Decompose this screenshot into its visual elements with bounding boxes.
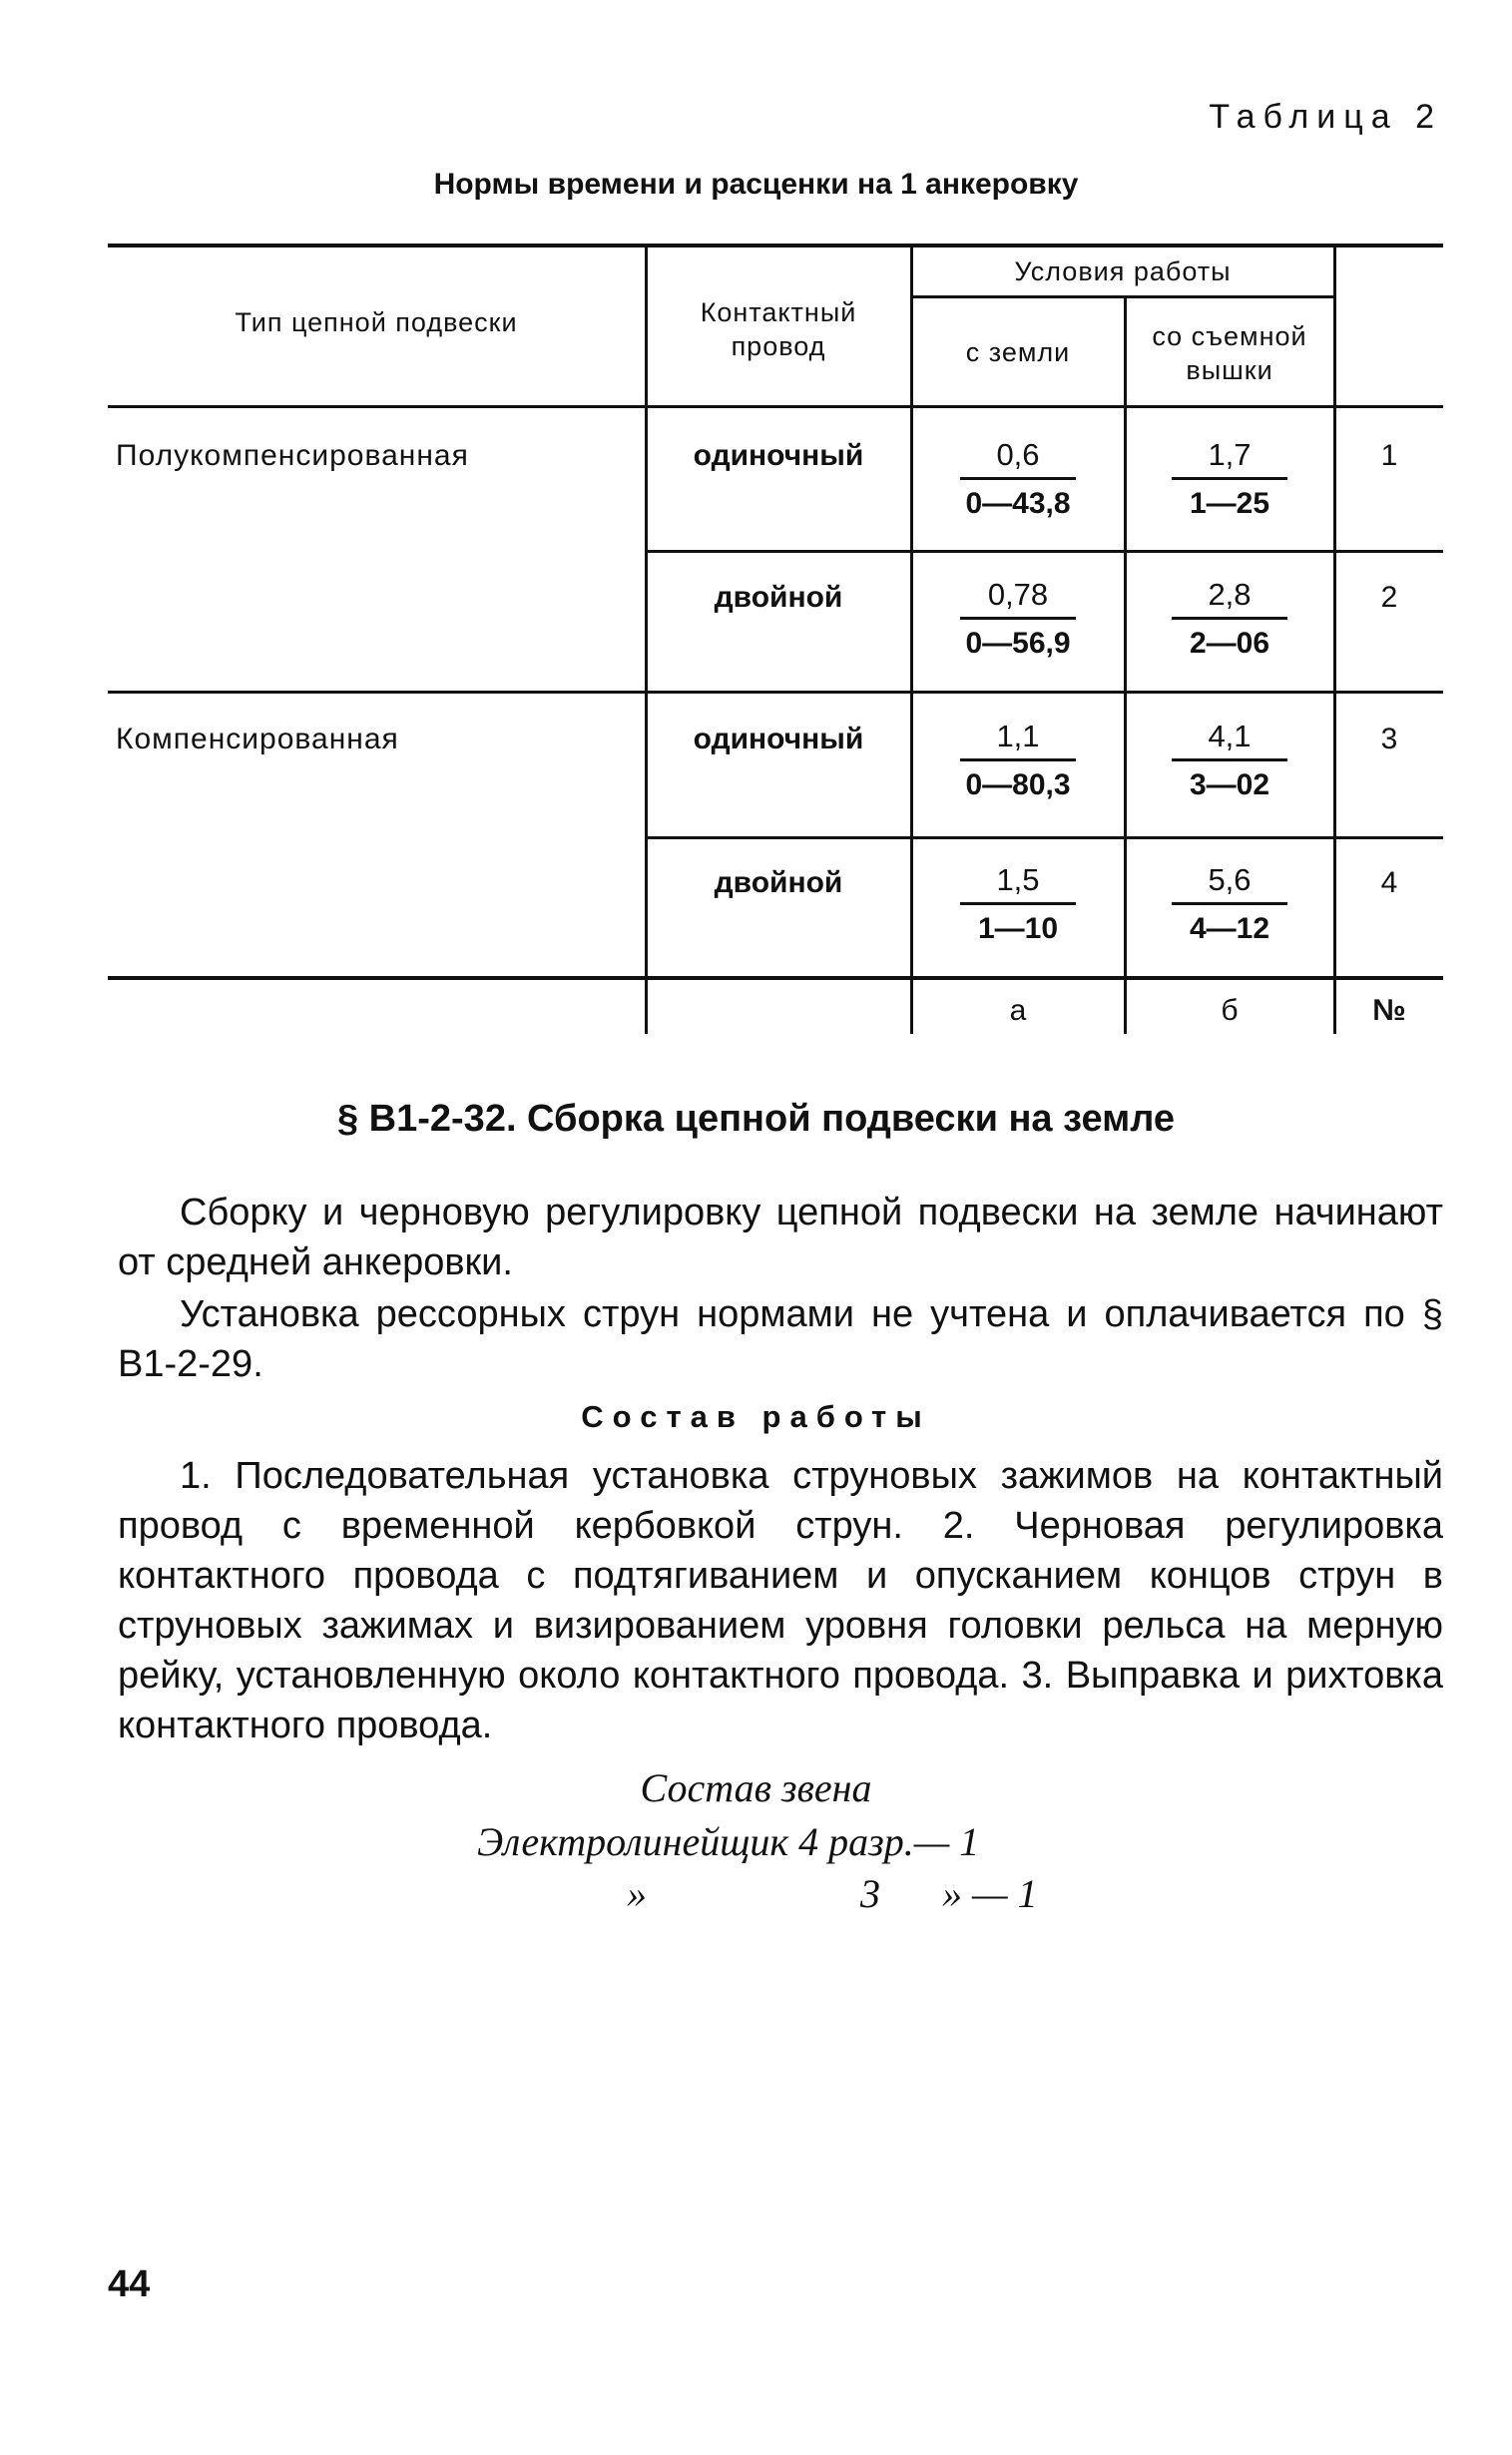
ground-value (948, 435, 1088, 524)
row-number: 2 (1380, 581, 1398, 614)
page-number: 44 (108, 2263, 151, 2305)
col-rule (1333, 244, 1336, 1034)
rate-value: 3—02 (1189, 768, 1270, 801)
footer-col-no: № (1372, 994, 1406, 1027)
row-wire: двойной (714, 866, 843, 899)
rate-value: 0—56,9 (965, 627, 1071, 660)
rate-value: 4—12 (1189, 912, 1270, 945)
header-tower-line2: вышки (1186, 355, 1273, 385)
row-rule (108, 691, 1443, 694)
norm-value: 0,78 (987, 577, 1049, 612)
norm-value: 1,7 (1208, 437, 1252, 472)
header-tower (1126, 319, 1333, 387)
table-top-rule (108, 244, 1443, 247)
norm-value: 1,5 (996, 862, 1040, 897)
rate-value: 0—43,8 (965, 487, 1071, 520)
header-tower-line1: со съемной (1152, 321, 1307, 351)
paragraph-assembly: Сборку и черновую регулировку цепной подвески на земле начинают от средней анкеровки. (118, 1192, 1443, 1283)
row-wire: двойной (714, 581, 843, 614)
header-type: Тип цепной подвески (235, 307, 518, 337)
norm-value: 0,6 (996, 437, 1040, 472)
header-wire-line2: провод (731, 331, 826, 361)
rate-value: 2—06 (1189, 627, 1270, 660)
row-number: 1 (1380, 439, 1398, 472)
crew-line-4: Электролинейщик 4 разр.— 1 (477, 1819, 980, 1864)
row-rule (647, 836, 1443, 839)
header-conditions: Условия работы (1014, 256, 1232, 286)
norm-value: 4,1 (1208, 719, 1252, 753)
paragraph-spring-strings: Установка рессорных струн нормами не учтена и оплачивается по § В1-2-29. (118, 1293, 1443, 1385)
ground-value (948, 717, 1088, 805)
table-title: Нормы времени и расценки на 1 анкеровку (433, 168, 1079, 201)
rate-value: 0—80,3 (965, 768, 1071, 801)
section-heading: § В1-2-32. Сборка цепной подвески на земле (336, 1098, 1176, 1140)
rate-value: 1—10 (977, 912, 1059, 945)
header-ground: с земли (965, 337, 1071, 367)
row-wire: одиночный (693, 439, 864, 472)
row-number: 4 (1380, 866, 1398, 899)
header-wire-line1: Контактный (700, 297, 857, 327)
table-number: Таблица 2 (1209, 98, 1442, 136)
ground-value (948, 575, 1088, 664)
tower-value (1160, 575, 1299, 664)
table-bottom-rule (108, 976, 1443, 980)
tower-value (1160, 860, 1299, 949)
tower-value (1160, 435, 1299, 524)
norm-value: 5,6 (1208, 862, 1252, 897)
header-wire (647, 295, 910, 363)
norm-value: 1,1 (996, 719, 1040, 753)
row-number: 3 (1380, 723, 1398, 755)
row-type-compensated: Компенсированная (116, 723, 399, 755)
ground-value (948, 860, 1088, 949)
crew-line-3-count: » — 1 (942, 1871, 1038, 1916)
crew-ditto-mark: » (627, 1871, 647, 1916)
crew-title: Состав звена (640, 1765, 872, 1810)
rate-value: 1—25 (1189, 487, 1270, 520)
crew-grade-3: 3 (860, 1871, 880, 1916)
tower-value (1160, 717, 1299, 805)
norm-value: 2,8 (1208, 577, 1252, 612)
footer-col-a: а (1009, 994, 1027, 1027)
row-wire: одиночный (693, 723, 864, 755)
row-rule (647, 550, 1443, 553)
work-composition-heading: Состав работы (581, 1399, 931, 1434)
row-type-semi: Полукомпенсированная (116, 439, 469, 472)
col-rule (1124, 295, 1127, 1034)
work-composition-text: 1. Последовательная установка струновых зажимов на контактный провод с временной кербовкой струн. 2. Черновая регулировка контактного провода с подтягиванием и опусканием концов струн в струновых зажимах и визированием уровня головки рельса на мерную рейку, установленную около контактного провода. 3. Выправка и рихтовка контактного провода. (118, 1455, 1443, 1746)
footer-col-b: б (1221, 994, 1239, 1027)
header-bottom-rule (108, 405, 1443, 408)
